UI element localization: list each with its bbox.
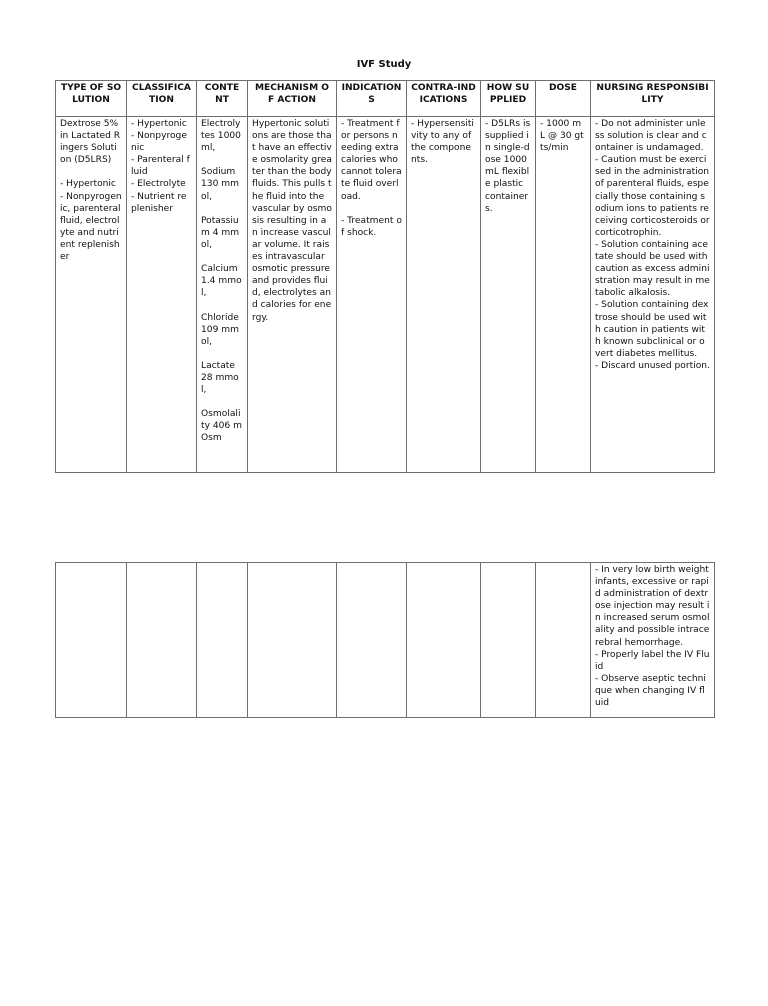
cell-how-supplied [481,563,536,718]
cell-dose: - 1000 mL @ 30 gtts/min [536,117,591,473]
cell-indications [337,563,407,718]
cell-mechanism-of-action: Hypertonic solutions are those that have an effective osmolarity greater than the body fluids. This pulls the fluid into the vascular by osmosis resulting in an increase vascular volume. It raises intravascular osmotic pressure and provides fluid, electrolytes and calories for energy. [248,117,337,473]
header-dose: DOSE [536,81,591,117]
cell-how-supplied: - D5LRs is supplied in single-dose 1000 mL flexible plastic containers. [481,117,536,473]
ivf-table-page-part-2 [55,562,715,718]
header-indications: INDICATIONS [337,81,407,117]
table-row [56,563,715,718]
document-title: IVF Study [356,59,412,70]
cell-type-of-solution: Dextrose 5% in Lactated Ringers Solution (D5LRS) - Hypertonic - Nonpyrogenic, parenteral fluid, electrolyte and nutrient replenisher [56,117,127,473]
cell-contra-indications: - Hypersensitivity to any of the components. [407,117,481,473]
header-contra-indications: CONTRA-INDICATIONS [407,81,481,117]
header-content: CONTENT [197,81,248,117]
cell-content [197,563,248,718]
table-header-row [56,81,715,117]
cell-dose [536,563,591,718]
table-row [56,117,715,473]
cell-content: Electrolytes 1000ml, Sodium 130 mmol, Potassium 4 mmol, Calcium 1.4 mmol, Chloride 109 mmol, Lactate 28 mmol, Osmolality 406 mOsm [197,117,248,473]
ivf-table-page-part-1 [55,80,715,473]
cell-type-of-solution [56,563,127,718]
header-type-of-solution: TYPE OF SOLUTION [56,81,127,117]
header-nursing-responsibility: NURSING RESPONSIBILITY [591,81,715,117]
cell-mechanism-of-action [248,563,337,718]
cell-contra-indications [407,563,481,718]
cell-indications: - Treatment for persons needing extra calories who cannot tolerate fluid overload. - Treatment of shock. [337,117,407,473]
cell-classification: - Hypertonic - Nonpyrogenic - Parenteral fluid - Electrolyte - Nutrient replenisher [127,117,197,473]
header-mechanism-of-action: MECHANISM OF ACTION [248,81,337,117]
cell-classification [127,563,197,718]
header-classification: CLASSIFICATION [127,81,197,117]
header-how-supplied: HOW SUPPLIED [481,81,536,117]
cell-nursing-responsibility: - In very low birth weight infants, excessive or rapid administration of dextrose injection may result in increased serum osmolality and possible intracerebral hemorrhage. - Properly label the IV Fluid - Observe aseptic technique when changing IV fluid [591,563,715,718]
cell-nursing-responsibility: - Do not administer unless solution is clear and container is undamaged. - Caution must be exercised in the administration of parenteral fluids, especially those containing sodium ions to patients receiving corticosteroids or corticotrophin. - Solution containing acetate should be used with caution as excess administration may result in metabolic alkalosis. - Solution containing dextrose should be used with caution in patients with known subclinical or overt diabetes mellitus. - Discard unused portion. [591,117,715,473]
